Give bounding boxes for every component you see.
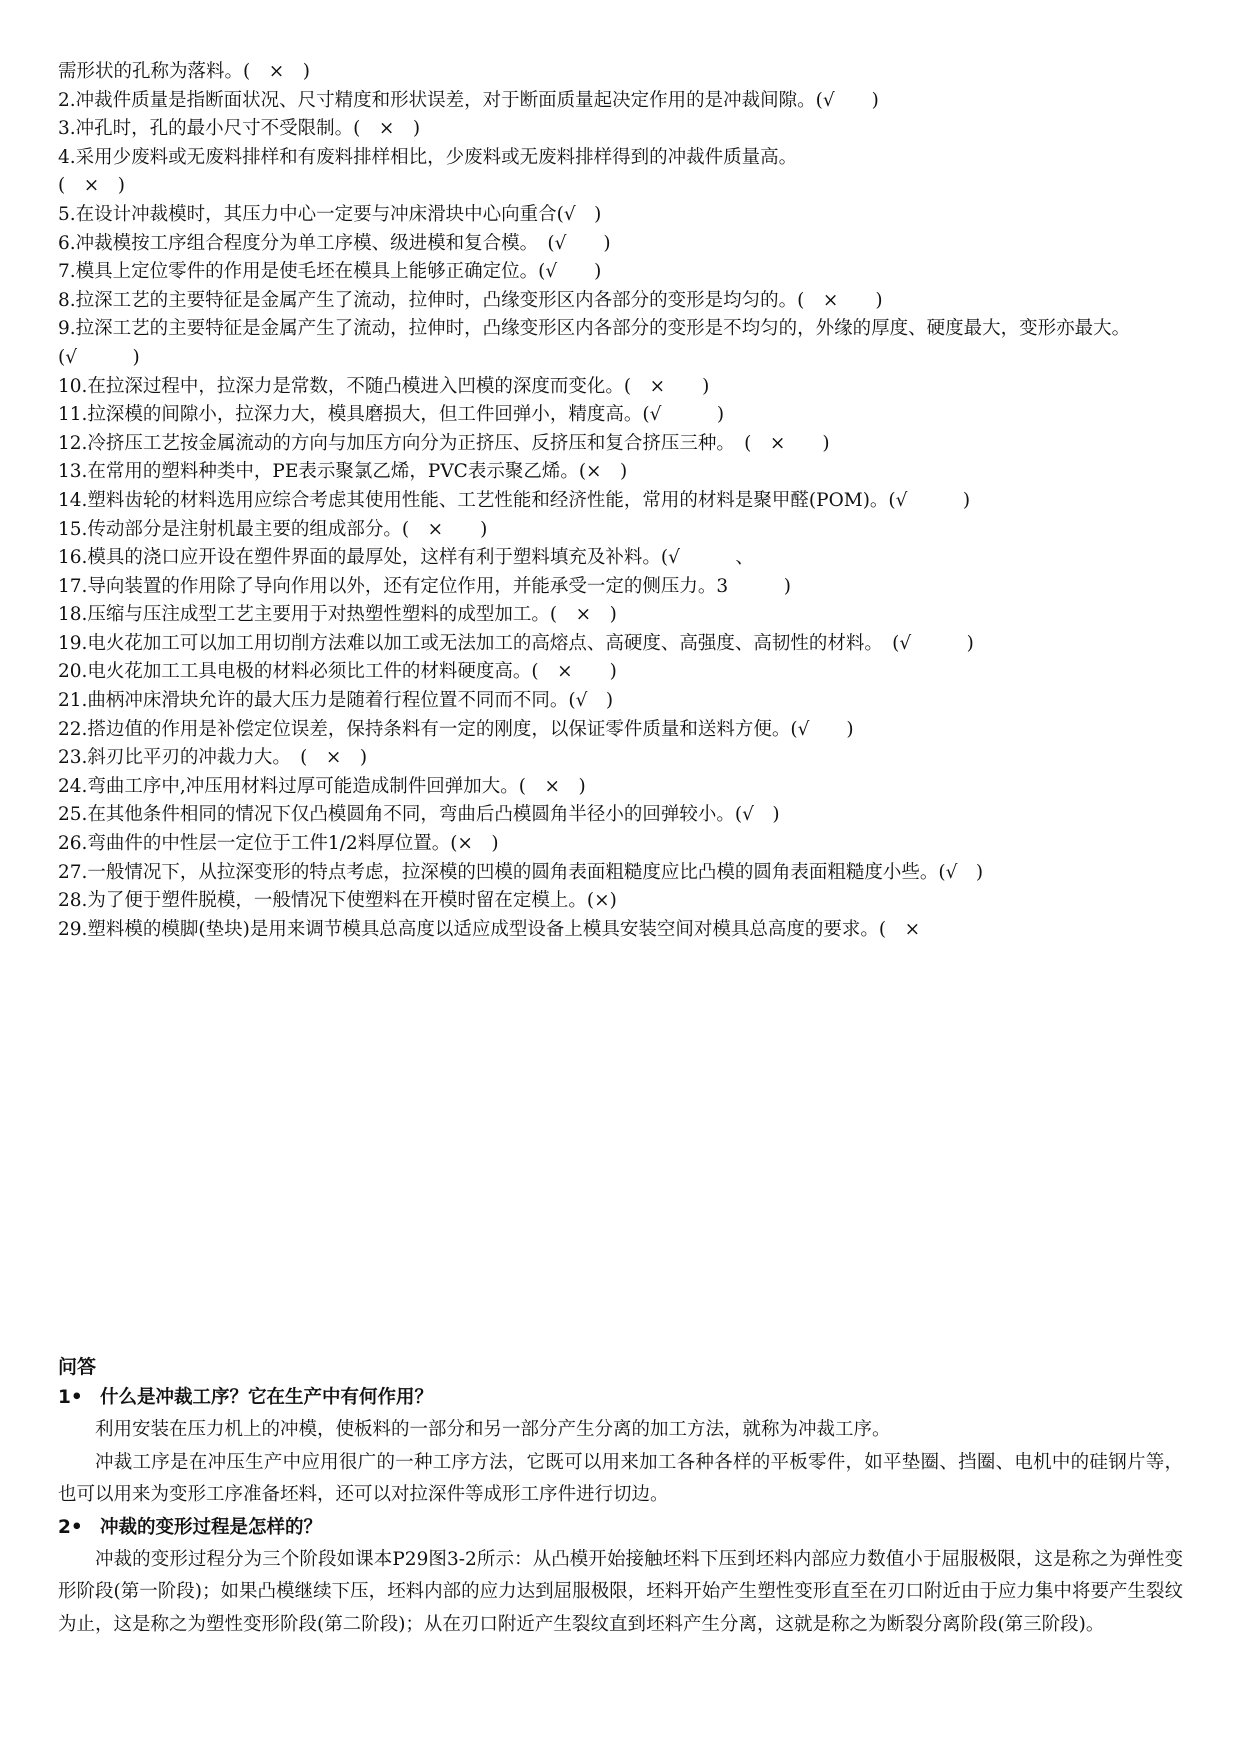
judgement-item: 5.在设计冲裁模时，其压力中心一定要与冲床滑块中心向重合(√ ) (58, 203, 602, 225)
judgement-item: 24.弯曲工序中,冲压用材料过厚可能造成制件回弹加大。( × ) (58, 775, 586, 797)
question-number: 1• (58, 1387, 83, 1408)
judgement-item: 10.在拉深过程中，拉深力是常数，不随凸模进入凹模的深度而变化。( × ) (58, 375, 710, 397)
judgement-list (58, 58, 1188, 944)
judgement-item: 25.在其他条件相同的情况下仅凸模圆角不同，弯曲后凸模圆角半径小的回弹较小。(√ ) (58, 804, 780, 826)
judgement-item: 8.拉深工艺的主要特征是金属产生了流动，拉伸时，凸缘变形区内各部分的变形是均匀的。( × ) (58, 289, 883, 311)
judgement-item: 17.导向装置的作用除了导向作用以外，还有定位作用，并能承受一定的侧压力。3 ) (58, 575, 791, 597)
judgement-item: 18.压缩与压注成型工艺主要用于对热塑性塑料的成型加工。( × ) (58, 604, 617, 626)
judgement-item: 27.一般情况下，从拉深变形的特点考虑，拉深模的凹模的圆角表面粗糙度应比凸模的圆角表面粗糙度小些。(√ ) (58, 861, 984, 883)
judgement-item: 19.电火花加工可以加工用切削方法难以加工或无法加工的高熔点、高硬度、高强度、高韧性的材料。 (√ ) (58, 632, 974, 654)
question-text: 冲裁的变形过程是怎样的？ (100, 1516, 323, 1538)
judgement-item: 需形状的孔称为落料。( × ) (58, 61, 310, 82)
judgement-item: 12.冷挤压工艺按金属流动的方向与加压方向分为正挤压、反挤压和复合挤压三种。 ( × ) (58, 432, 830, 454)
judgement-item: 21.曲柄冲床滑块允许的最大压力是随着行程位置不同而不同。(√ ) (58, 690, 614, 712)
answer-paragraph: 利用安装在压力机上的冲模，使板料的一部分和另一部分产生分离的加工方法，就称为冲裁工序。 (95, 1419, 891, 1440)
judgement-item: 28.为了便于塑件脱模，一般情况下使塑料在开模时留在定模上。(×) (58, 890, 617, 912)
judgement-item: 13.在常用的塑料种类中，PE表示聚氯乙烯，PVC表示聚乙烯。(× ) (58, 461, 628, 483)
question-title (58, 1382, 1183, 1414)
judgement-item: 4.采用少废料或无废料排样和有废料排样相比，少废料或无废料排样得到的冲裁件质量高。 (58, 146, 798, 168)
judgement-item: 11.拉深模的间隙小，拉深力大，模具磨损大，但工件回弹小，精度高。(√ ) (58, 404, 725, 426)
judgement-item: 26.弯曲件的中性层一定位于工件1/2料厚位置。(× ) (58, 833, 499, 855)
judgement-item: 14.塑料齿轮的材料选用应综合考虑其使用性能、工艺性能和经济性能，常用的材料是聚甲醛(POM)。(√ ) (58, 489, 971, 511)
judgement-item: ( × ) (58, 175, 125, 197)
question-number: 2• (58, 1516, 83, 1538)
judgement-item: 20.电火花加工工具电极的材料必须比工件的材料硬度高。( × ) (58, 661, 617, 683)
judgement-item: 22.搭边值的作用是补偿定位误差，保持条料有一定的刚度，以保证零件质量和送料方便。(√ ) (58, 718, 854, 740)
judgement-item: 2.冲裁件质量是指断面状况、尺寸精度和形状误差，对于断面质量起决定作用的是冲裁间隙。(√ ) (58, 89, 879, 111)
qa-section (58, 1352, 1183, 1641)
judgement-item: 29.塑料模的模脚(垫块)是用来调节模具总高度以适应成型设备上模具安装空间对模具总高度的要求。( × (58, 918, 921, 940)
judgement-item: 9.拉深工艺的主要特征是金属产生了流动，拉伸时，凸缘变形区内各部分的变形是不均匀的，外缘的厚度、硬度最大，变形亦最大。(√ ) (58, 318, 1131, 368)
answer-paragraph: 冲裁工序是在冲压生产中应用很广的一种工序方法，它既可以用来加工各种各样的平板零件，如平垫圈、挡圈、电机中的硅钢片等，也可以用来为变形工序准备坯料，还可以对拉深件等成形工序件进行切边。 (58, 1451, 1183, 1505)
qa-heading: 问答 (58, 1356, 97, 1378)
question-text: 什么是冲裁工序？它在生产中有何作用？ (100, 1387, 434, 1408)
judgement-item: 23.斜刃比平刃的冲裁力大。 ( × ) (58, 747, 368, 769)
judgement-item: 7.模具上定位零件的作用是使毛坯在模具上能够正确定位。(√ ) (58, 261, 602, 283)
question-title (58, 1512, 1183, 1544)
judgement-item: 16.模具的浇口应开设在塑件界面的最厚处，这样有利于塑料填充及补料。(√ 、 (58, 547, 754, 569)
judgement-item: 6.冲裁模按工序组合程度分为单工序模、级进模和复合模。 (√ ) (58, 232, 611, 254)
answer-paragraph: 冲裁的变形过程分为三个阶段如课本P29图3-2所示：从凸模开始接触坯料下压到坯料内部应力数值小于屈服极限，这是称之为弹性变形阶段(第一阶段)；如果凸模继续下压，坯料内部的应力达到屈服极限，坯料开始产生塑性变形直至在刃口附近由于应力集中将要产生裂纹为止，这是称之为塑性变形阶段(第二阶段)；从在刃口附近产生裂纹直到坯料产生分离，这就是称之为断裂分离阶段(第三阶段)。 (58, 1548, 1183, 1635)
judgement-item: 15.传动部分是注射机最主要的组成部分。( × ) (58, 518, 488, 540)
judgement-item: 3.冲孔时，孔的最小尺寸不受限制。( × ) (58, 118, 421, 140)
